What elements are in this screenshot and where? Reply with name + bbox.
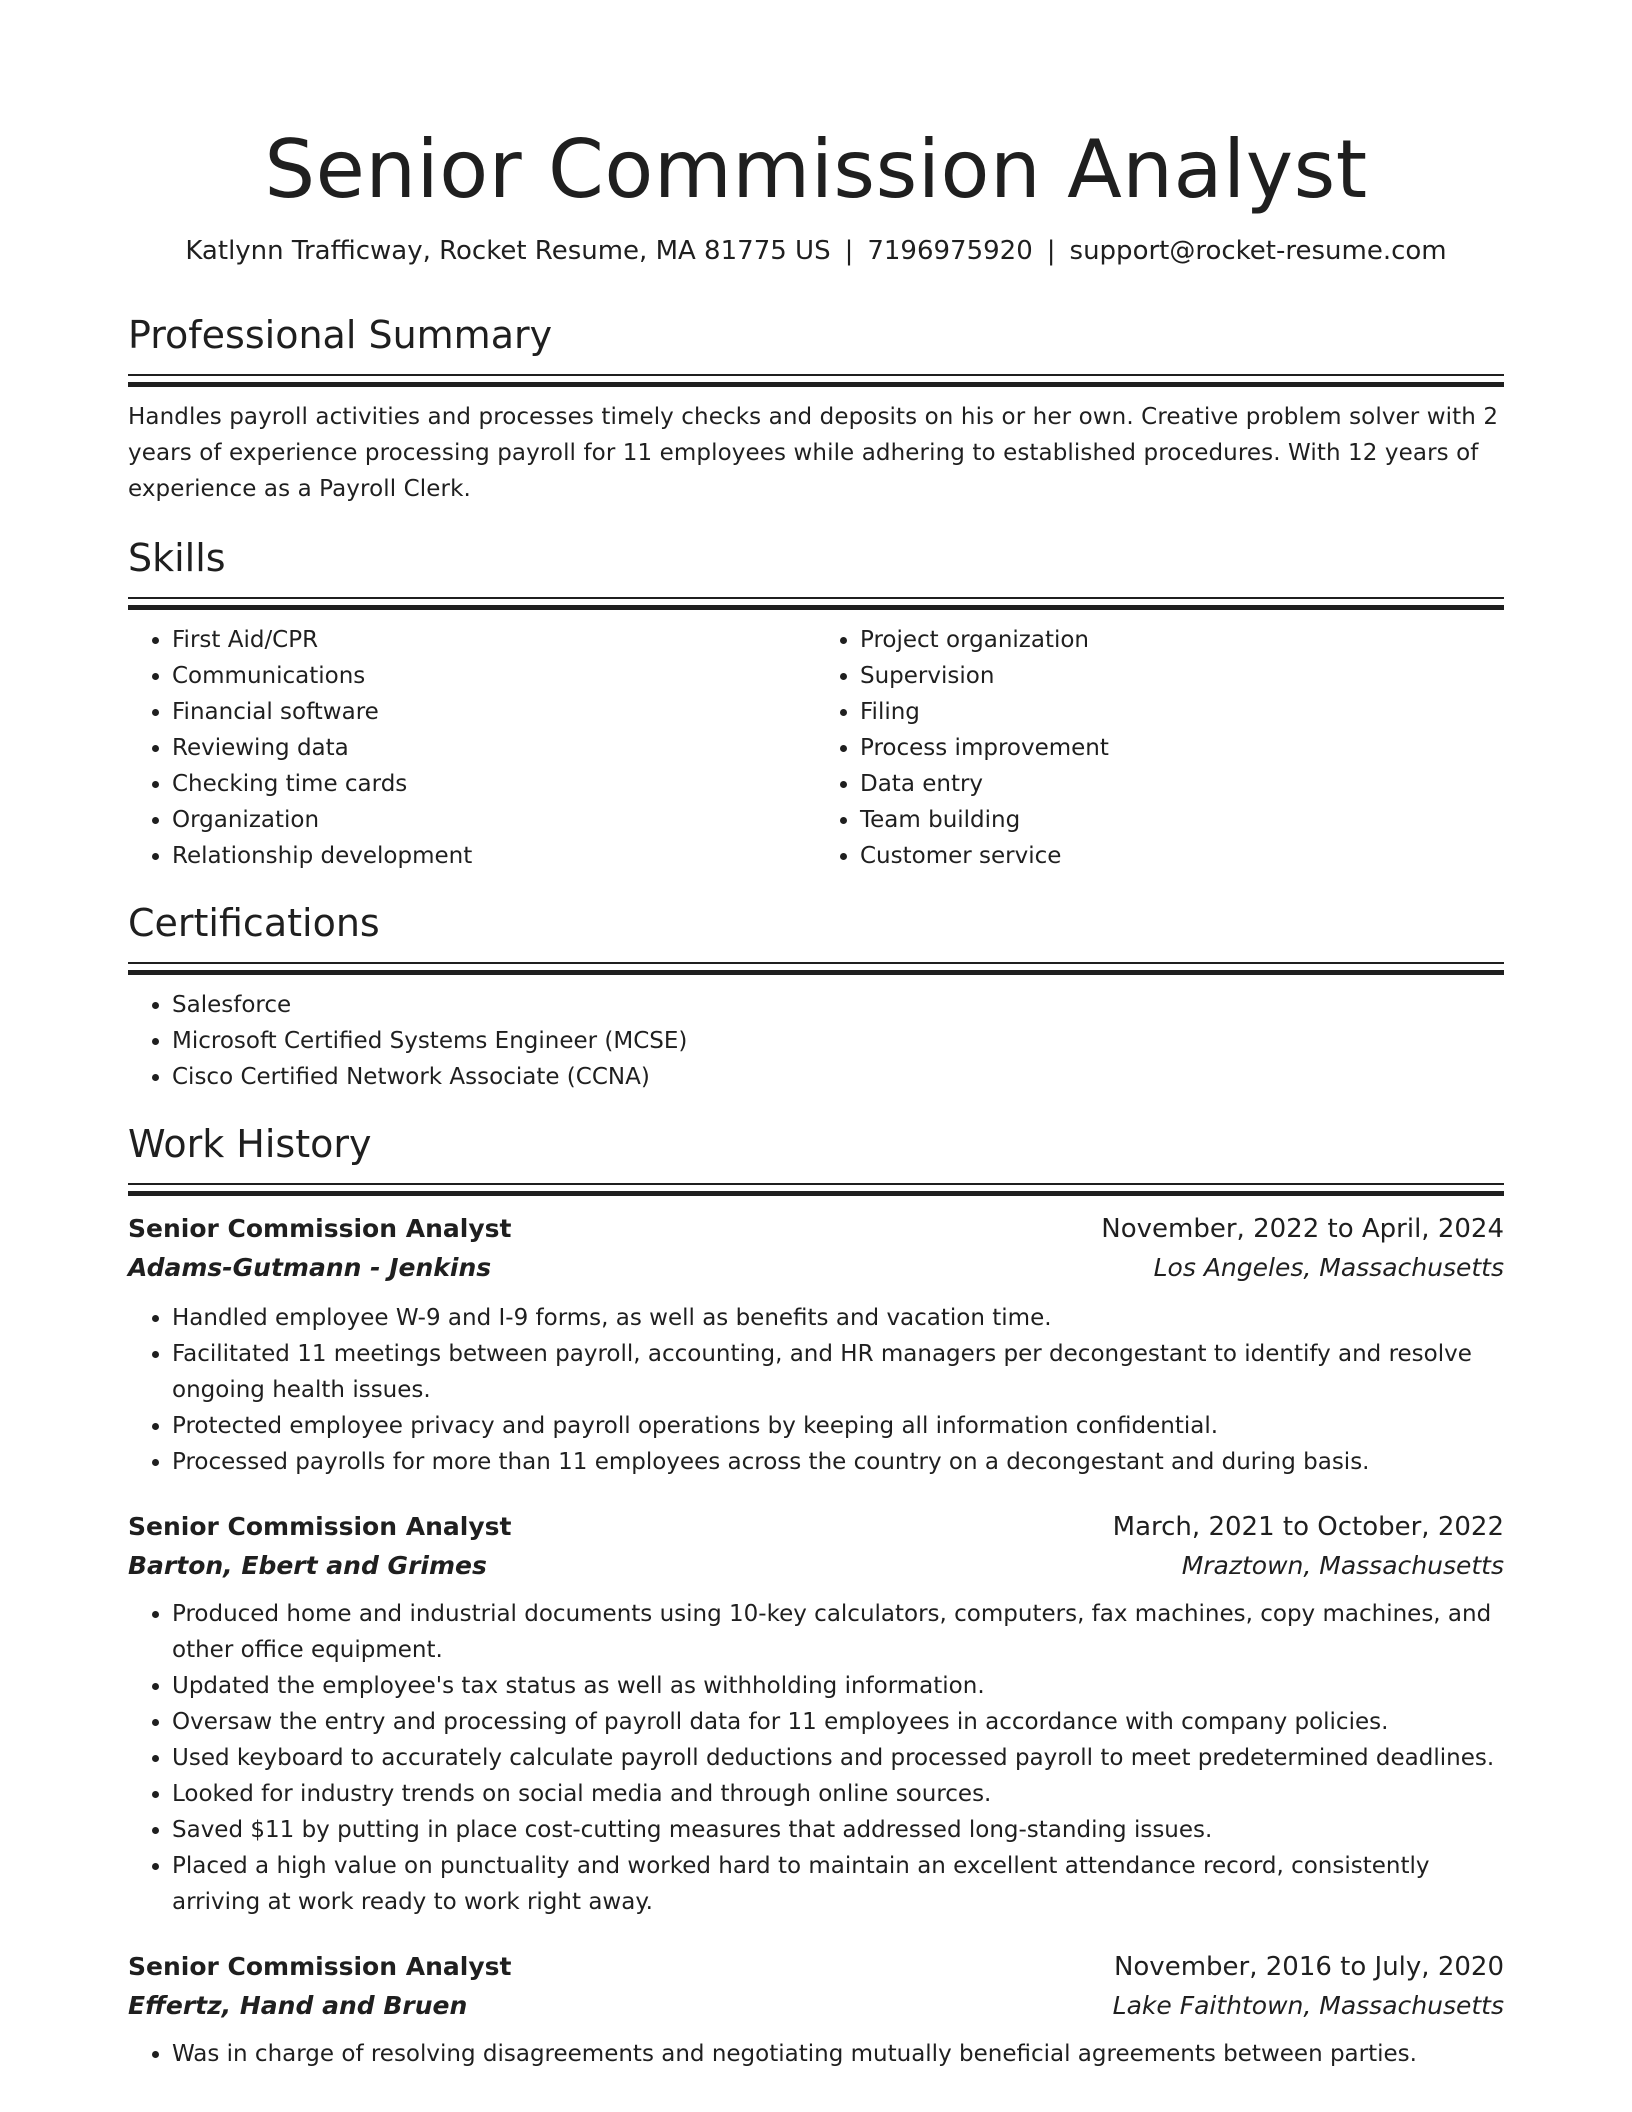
job-subheader <box>128 1986 1504 2026</box>
summary-heading: Professional Summary <box>128 313 553 357</box>
skill-item: • Project organization <box>860 622 1504 658</box>
job-company: Adams-Gutmann - Jenkins <box>128 1253 492 1282</box>
job-entry <box>128 1210 1504 1480</box>
section-divider <box>128 970 1504 975</box>
certification-item: • Cisco Certified Network Associate (CCNA) <box>172 1059 1504 1095</box>
skill-item: • Financial software <box>172 694 816 730</box>
job-bullets <box>128 1596 1504 1920</box>
contact-address: Katlynn Trafficway, Rocket Resume, MA 81775 US <box>185 236 831 266</box>
job-title: Senior Commission Analyst <box>128 1512 512 1541</box>
section-divider <box>128 1191 1504 1196</box>
skills-left-list <box>128 622 816 874</box>
job-subheader <box>128 1248 1504 1288</box>
job-bullet: • Processed payrolls for more than 11 employees across the country on a decongestant and during basis. <box>172 1444 1504 1480</box>
job-entry <box>128 1948 1504 2072</box>
contact-line <box>128 234 1504 268</box>
job-bullet: • Produced home and industrial documents using 10-key calculators, computers, fax machines, copy machines, and other office equipment. <box>172 1596 1504 1668</box>
certifications-heading: Certifications <box>128 901 380 945</box>
work-history-section <box>128 1121 1504 2072</box>
section-divider <box>128 605 1504 610</box>
skills-section <box>128 535 1504 874</box>
job-bullet: • Placed a high value on punctuality and worked hard to maintain an excellent attendance record, consistently arriving at work ready to work right away. <box>172 1848 1504 1920</box>
work-history-heading: Work History <box>128 1122 372 1166</box>
summary-section <box>128 312 1504 507</box>
job-bullets <box>128 1300 1504 1480</box>
job-bullet: • Protected employee privacy and payroll operations by keeping all information confidential. <box>172 1408 1504 1444</box>
resume-title: Senior Commission Analyst <box>264 123 1368 216</box>
job-location: Mraztown, Massachusetts <box>1181 1551 1504 1580</box>
skill-item: • Checking time cards <box>172 766 816 802</box>
job-dates: March, 2021 to October, 2022 <box>1112 1512 1504 1542</box>
certifications-section <box>128 900 1504 1095</box>
section-divider <box>128 374 1504 376</box>
skill-item: • Relationship development <box>172 838 816 874</box>
skill-item: • Team building <box>860 802 1504 838</box>
skill-item: • Reviewing data <box>172 730 816 766</box>
job-header <box>128 1948 1504 1986</box>
certification-item: • Microsoft Certified Systems Engineer (MCSE) <box>172 1023 1504 1059</box>
job-bullet: • Looked for industry trends on social media and through online sources. <box>172 1776 1504 1812</box>
section-divider <box>128 1183 1504 1185</box>
job-entry <box>128 1508 1504 1920</box>
section-divider <box>128 597 1504 599</box>
job-bullet: • Facilitated 11 meetings between payroll, accounting, and HR managers per decongestant to identify and resolve ongoing health issues. <box>172 1336 1504 1408</box>
job-location: Lake Faithtown, Massachusetts <box>1112 1991 1504 2020</box>
job-subheader <box>128 1546 1504 1586</box>
job-bullet: • Handled employee W-9 and I-9 forms, as well as benefits and vacation time. <box>172 1300 1504 1336</box>
job-bullets <box>128 2036 1504 2072</box>
job-title: Senior Commission Analyst <box>128 1952 512 1981</box>
job-bullet: • Saved $11 by putting in place cost-cutting measures that addressed long-standing issues. <box>172 1812 1504 1848</box>
summary-text: Handles payroll activities and processes timely checks and deposits on his or her own. Creative problem solver with 2 years of experience processing payroll for 11 employees while adhering to established procedures. With 12 years of experience as a Payroll Clerk. <box>128 404 1499 502</box>
job-dates: November, 2016 to July, 2020 <box>1113 1952 1504 1982</box>
job-header <box>128 1210 1504 1248</box>
skill-item: • Filing <box>860 694 1504 730</box>
job-dates: November, 2022 to April, 2024 <box>1101 1214 1504 1244</box>
contact-email[interactable]: support@rocket-resume.com <box>1069 236 1447 266</box>
resume-page <box>128 0 1504 2072</box>
job-company: Barton, Ebert and Grimes <box>128 1551 487 1580</box>
skill-item: • Communications <box>172 658 816 694</box>
contact-phone: 7196975920 <box>867 236 1033 266</box>
job-bullet: • Used keyboard to accurately calculate payroll deductions and processed payroll to meet predetermined deadlines. <box>172 1740 1504 1776</box>
skill-item: • Customer service <box>860 838 1504 874</box>
section-divider <box>128 382 1504 387</box>
skills-columns <box>128 622 1504 874</box>
job-bullet: • Oversaw the entry and processing of payroll data for 11 employees in accordance with company policies. <box>172 1704 1504 1740</box>
skill-item: • First Aid/CPR <box>172 622 816 658</box>
contact-separator: | <box>844 236 854 266</box>
skill-item: • Supervision <box>860 658 1504 694</box>
skill-item: • Organization <box>172 802 816 838</box>
certifications-list <box>128 987 1504 1095</box>
skills-heading: Skills <box>128 536 226 580</box>
skills-right-list <box>816 622 1504 874</box>
skill-item: • Data entry <box>860 766 1504 802</box>
job-title: Senior Commission Analyst <box>128 1214 512 1243</box>
skill-item: • Process improvement <box>860 730 1504 766</box>
job-company: Effertz, Hand and Bruen <box>128 1991 468 2020</box>
section-divider <box>128 962 1504 964</box>
certification-item: • Salesforce <box>172 987 1504 1023</box>
job-bullet: • Updated the employee's tax status as well as withholding information. <box>172 1668 1504 1704</box>
job-location: Los Angeles, Massachusetts <box>1153 1253 1504 1282</box>
job-header <box>128 1508 1504 1546</box>
contact-separator: | <box>1046 236 1056 266</box>
job-bullet: • Was in charge of resolving disagreements and negotiating mutually beneficial agreements between parties. <box>172 2036 1504 2072</box>
